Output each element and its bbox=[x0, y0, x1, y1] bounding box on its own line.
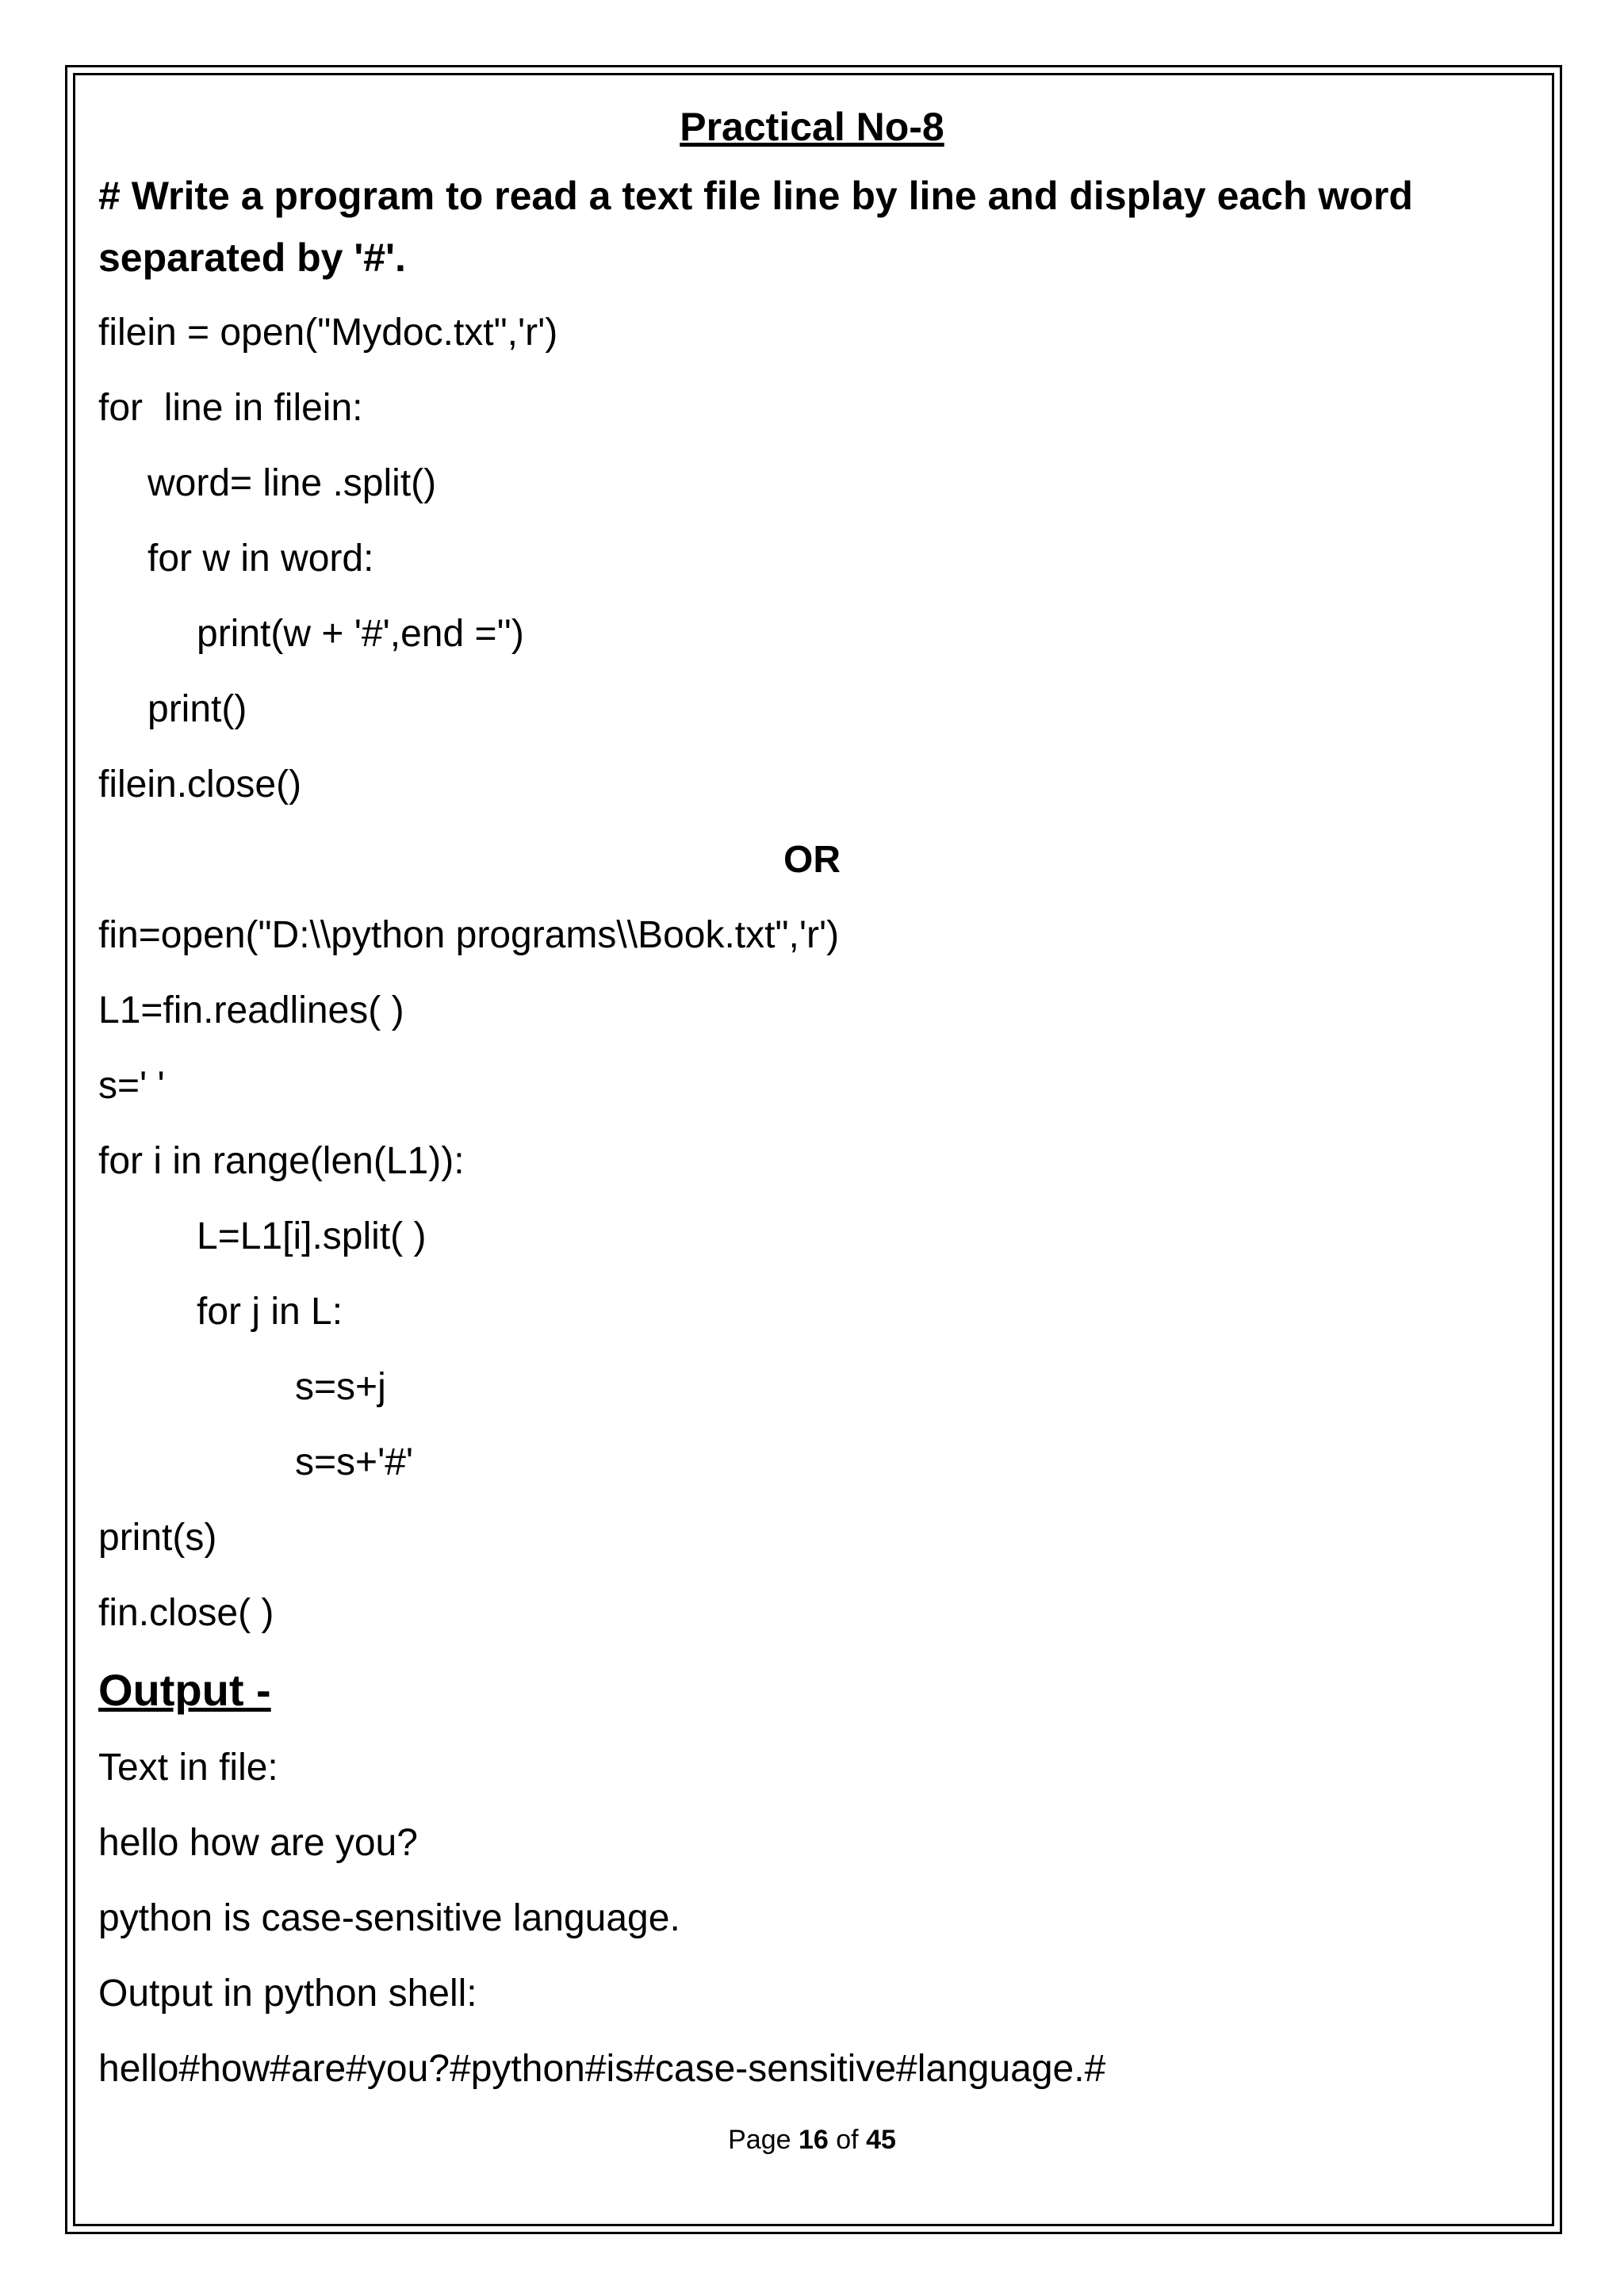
of-word: of bbox=[836, 2125, 859, 2155]
output-line: Text in file: bbox=[98, 1747, 278, 1789]
page-total-number: 45 bbox=[866, 2125, 896, 2155]
output-heading: Output - bbox=[98, 1665, 271, 1715]
practical-title: Practical No-8 bbox=[680, 105, 944, 149]
or-separator: OR bbox=[783, 839, 841, 881]
code-line: fin=open("D:\\python programs\\Book.txt",'r') bbox=[98, 914, 840, 956]
program-2 bbox=[98, 897, 1526, 1651]
output-line: python is case-sensitive language. bbox=[98, 1897, 680, 1939]
code-line: fin.close( ) bbox=[98, 1592, 274, 1634]
code-line: filein = open("Mydoc.txt",'r') bbox=[98, 312, 558, 354]
code-line: s=s+j bbox=[295, 1366, 386, 1408]
code-line: for j in L: bbox=[197, 1291, 343, 1333]
code-line: L1=fin.readlines( ) bbox=[98, 989, 404, 1031]
output-line: Output in python shell: bbox=[98, 1973, 477, 2015]
output-section bbox=[98, 1730, 1526, 2107]
output-line: hello how are you? bbox=[98, 1822, 418, 1864]
output-line: hello#how#are#you?#python#is#case-sensitive#language.# bbox=[98, 2048, 1106, 2090]
code-line: print() bbox=[147, 688, 247, 730]
page-content bbox=[98, 95, 1526, 2107]
code-line: s=' ' bbox=[98, 1065, 165, 1107]
page-current-number: 16 bbox=[798, 2125, 829, 2155]
code-line: print(w + '#',end ='') bbox=[197, 613, 524, 655]
code-line: for line in filein: bbox=[98, 387, 363, 429]
code-line: s=s+'#' bbox=[295, 1441, 414, 1483]
code-line: print(s) bbox=[98, 1517, 217, 1559]
code-line: filein.close() bbox=[98, 763, 302, 806]
code-line: for w in word: bbox=[147, 538, 374, 580]
code-line: word= line .split() bbox=[147, 462, 437, 504]
code-line: L=L1[i].split( ) bbox=[197, 1215, 427, 1257]
code-line: for i in range(len(L1)): bbox=[98, 1140, 465, 1182]
question-text: # Write a program to read a text file line by line and display each word separated by '#'. bbox=[98, 174, 1413, 280]
page-word: Page bbox=[728, 2125, 791, 2155]
page-footer bbox=[0, 2125, 1624, 2156]
program-1 bbox=[98, 295, 1526, 822]
